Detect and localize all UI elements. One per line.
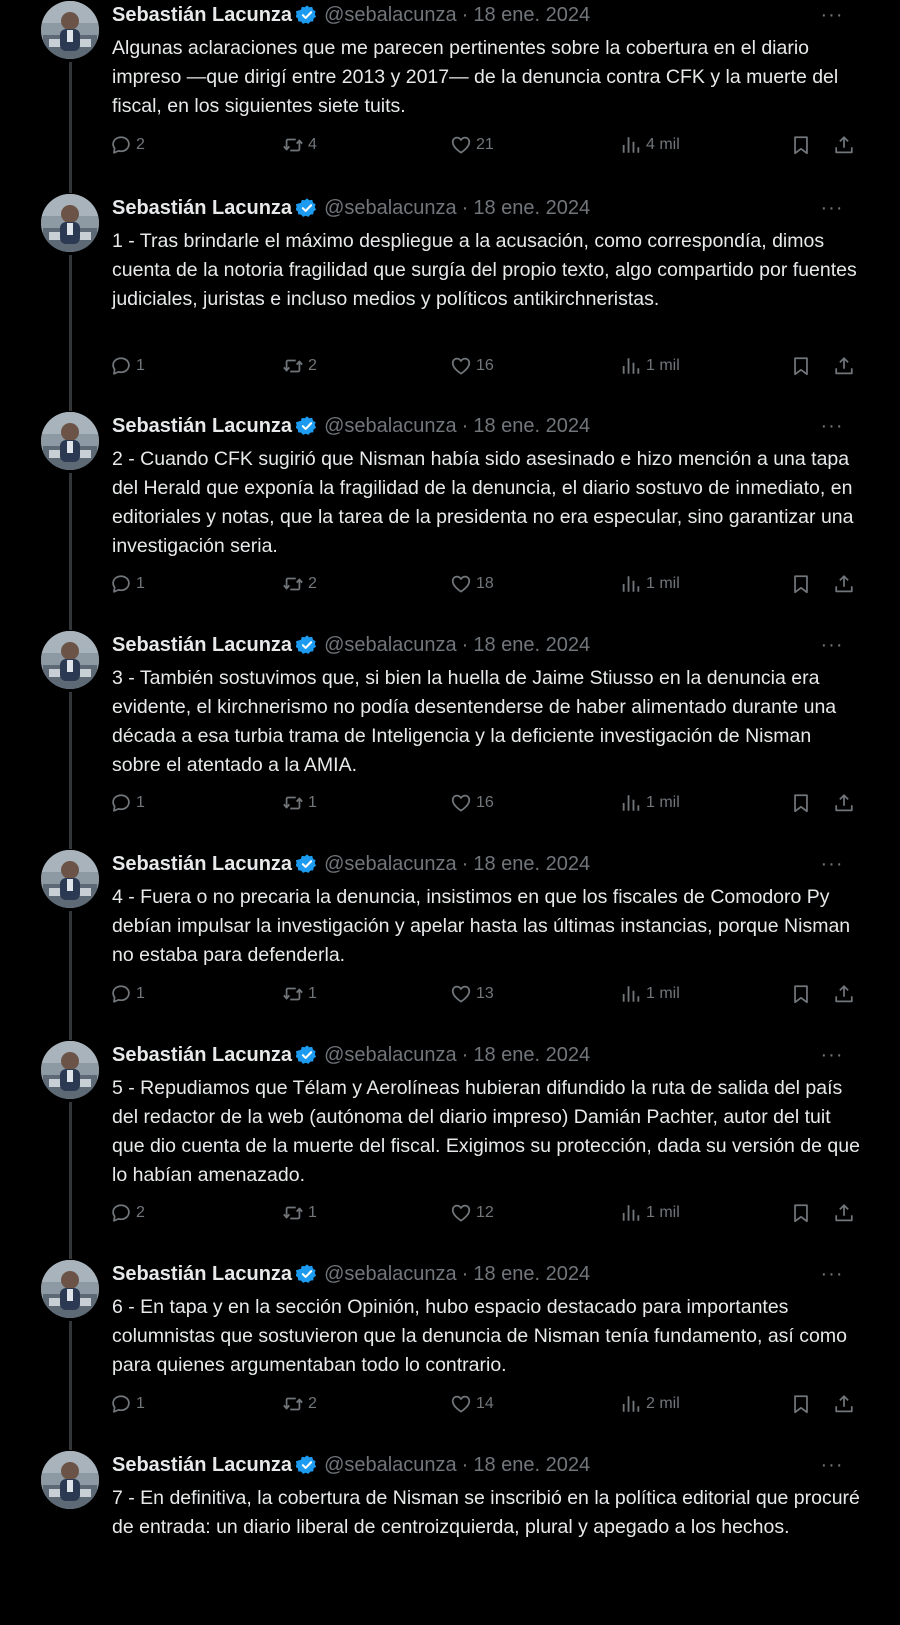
tweet-actions <box>110 977 860 1011</box>
like-count: 18 <box>476 575 494 592</box>
tweet-header <box>112 630 872 660</box>
more-icon[interactable]: ··· <box>820 3 844 26</box>
like-count: 16 <box>476 794 494 811</box>
views-count: 2 mil <box>646 1395 680 1412</box>
share-button[interactable] <box>833 1196 855 1230</box>
author-handle[interactable]: @sebalacunza <box>324 1453 457 1476</box>
tweet-text: 5 - Repudiamos que Télam y Aerolíneas hubieran difundido la ruta de salida del país del redactor de la web (autónoma del diario impreso) Damián Pachter, autor del tuit que dio cuenta de la muerte del fiscal. Exigimos su protección, dada su versión de que lo habían amenazado. <box>112 1077 860 1186</box>
retweet-count: 2 <box>308 357 317 374</box>
retweet-button[interactable] <box>282 567 317 601</box>
reply-icon <box>110 792 132 814</box>
more-icon[interactable]: ··· <box>820 1453 844 1476</box>
reply-count: 1 <box>136 357 145 374</box>
views-button[interactable] <box>620 977 680 1011</box>
thread-connector-line <box>69 1321 72 1450</box>
reply-count: 1 <box>136 794 145 811</box>
like-button[interactable] <box>450 567 494 601</box>
bookmark-button[interactable] <box>790 1196 812 1230</box>
share-button[interactable] <box>833 567 855 601</box>
verified-badge-icon <box>296 1044 318 1066</box>
verified-badge-icon <box>296 1263 318 1285</box>
reply-count: 1 <box>136 575 145 592</box>
reply-icon <box>110 1393 132 1415</box>
separator-dot: · <box>461 1043 469 1066</box>
bookmark-icon <box>790 983 812 1005</box>
verified-badge-icon <box>296 634 318 656</box>
tweet-actions <box>110 786 860 820</box>
tweet-text: 1 - Tras brindarle el máximo despliegue a la acusación, como correspondía, dimos cuenta de la notoria fragilidad que surgía del propio texto, algo compartido por fuentes judiciales, juristas e incluso medios y políticos antikirchneristas. <box>112 230 857 310</box>
tweet-actions <box>110 128 860 162</box>
like-icon <box>450 134 472 156</box>
reply-icon <box>110 134 132 156</box>
bookmark-icon <box>790 355 812 377</box>
reply-icon <box>110 573 132 595</box>
share-icon <box>833 792 855 814</box>
bookmark-icon <box>790 134 812 156</box>
reply-button[interactable] <box>110 786 145 820</box>
tweet-date[interactable]: 18 ene. 2024 <box>473 1043 591 1066</box>
separator-dot: · <box>461 3 469 26</box>
views-icon <box>620 573 642 595</box>
tweet-text: Algunas aclaraciones que me parecen pertinentes sobre la cobertura en el diario impreso —que dirigí entre 2013 y 2017— de la denuncia contra CFK y la muerte del fiscal, en los siguientes siete tuits. <box>112 37 839 117</box>
retweet-button[interactable] <box>282 128 317 162</box>
bookmark-button[interactable] <box>790 349 812 383</box>
separator-dot: · <box>461 633 469 656</box>
author-handle[interactable]: @sebalacunza <box>324 3 457 26</box>
author-handle[interactable]: @sebalacunza <box>324 1262 457 1285</box>
more-icon[interactable]: ··· <box>820 852 844 875</box>
like-icon <box>450 792 472 814</box>
bookmark-button[interactable] <box>790 1387 812 1421</box>
avatar[interactable] <box>41 194 99 252</box>
separator-dot: · <box>461 196 469 219</box>
tweet-header <box>112 411 872 441</box>
bookmark-icon <box>790 792 812 814</box>
reply-icon <box>110 355 132 377</box>
tweet-actions <box>110 1387 860 1421</box>
views-count: 1 mil <box>646 357 680 374</box>
author-name[interactable]: Sebastián Lacunza <box>112 414 293 437</box>
like-icon <box>450 1202 472 1224</box>
tweet-date[interactable]: 18 ene. 2024 <box>473 1262 591 1285</box>
reply-button[interactable] <box>110 1196 145 1230</box>
views-button[interactable] <box>620 1196 680 1230</box>
views-button[interactable] <box>620 1387 680 1421</box>
tweet-header <box>112 1259 872 1289</box>
retweet-count: 4 <box>308 136 317 153</box>
tweet[interactable] <box>0 0 900 193</box>
tweet-header <box>112 849 872 879</box>
retweet-count: 2 <box>308 575 317 592</box>
avatar[interactable] <box>41 1260 99 1318</box>
views-count: 1 mil <box>646 1204 680 1221</box>
retweet-button[interactable] <box>282 1196 317 1230</box>
bookmark-button[interactable] <box>790 977 812 1011</box>
separator-dot: · <box>461 1453 469 1476</box>
like-count: 13 <box>476 985 494 1002</box>
thread-connector-line <box>69 62 72 193</box>
retweet-icon <box>282 792 304 814</box>
author-handle[interactable]: @sebalacunza <box>324 1043 457 1066</box>
bookmark-button[interactable] <box>790 128 812 162</box>
tweet[interactable] <box>0 1040 900 1259</box>
like-icon <box>450 355 472 377</box>
retweet-icon <box>282 983 304 1005</box>
like-button[interactable] <box>450 1387 494 1421</box>
like-button[interactable] <box>450 349 494 383</box>
tweet-text: 4 - Fuera o no precaria la denuncia, insistimos en que los fiscales de Comodoro Py debían impulsar la investigación y apelar hasta las últimas instancias, porque Nisman no estaba para defenderla. <box>112 886 851 966</box>
retweet-button[interactable] <box>282 1387 317 1421</box>
share-icon <box>833 355 855 377</box>
share-button[interactable] <box>833 977 855 1011</box>
tweet[interactable] <box>0 1450 900 1625</box>
more-icon[interactable]: ··· <box>820 196 844 219</box>
reply-icon <box>110 1202 132 1224</box>
author-handle[interactable]: @sebalacunza <box>324 852 457 875</box>
tweet-actions <box>110 349 860 383</box>
retweet-button[interactable] <box>282 349 317 383</box>
retweet-count: 2 <box>308 1395 317 1412</box>
bookmark-icon <box>790 1202 812 1224</box>
like-count: 14 <box>476 1395 494 1412</box>
more-icon[interactable]: ··· <box>820 1043 844 1066</box>
verified-badge-icon <box>296 4 318 26</box>
retweet-button[interactable] <box>282 977 317 1011</box>
like-icon <box>450 1393 472 1415</box>
tweet-text: 3 - También sostuvimos que, si bien la huella de Jaime Stiusso en la denuncia era evidente, el kirchnerismo no podía desentenderse de haber alimentado durante una década a esa turbia trama de Inteligencia y la deficiente investigación de Nisman sobre el atentado a la AMIA. <box>112 667 837 776</box>
views-button[interactable] <box>620 786 680 820</box>
views-icon <box>620 792 642 814</box>
retweet-count: 1 <box>308 1204 317 1221</box>
like-button[interactable] <box>450 786 494 820</box>
views-button[interactable] <box>620 128 680 162</box>
more-icon[interactable]: ··· <box>820 414 844 437</box>
separator-dot: · <box>461 852 469 875</box>
reply-button[interactable] <box>110 977 145 1011</box>
separator-dot: · <box>461 1262 469 1285</box>
author-handle[interactable]: @sebalacunza <box>324 196 457 219</box>
tweet-date[interactable]: 18 ene. 2024 <box>473 633 591 656</box>
avatar[interactable] <box>41 1 99 59</box>
share-icon <box>833 1202 855 1224</box>
views-icon <box>620 1393 642 1415</box>
author-handle[interactable]: @sebalacunza <box>324 633 457 656</box>
reply-button[interactable] <box>110 349 145 383</box>
reply-button[interactable] <box>110 128 145 162</box>
reply-button[interactable] <box>110 1387 145 1421</box>
views-button[interactable] <box>620 567 680 601</box>
thread-connector-line <box>69 473 72 630</box>
tweet-date[interactable]: 18 ene. 2024 <box>473 1453 591 1476</box>
share-icon <box>833 134 855 156</box>
bookmark-icon <box>790 1393 812 1415</box>
views-count: 4 mil <box>646 136 680 153</box>
retweet-count: 1 <box>308 985 317 1002</box>
tweet-header <box>112 1450 872 1480</box>
author-name[interactable]: Sebastián Lacunza <box>112 1453 293 1476</box>
tweet-text: 7 - En definitiva, la cobertura de Nisman se inscribió en la política editorial que procuré de entrada: un diario liberal de centroizquierda, plural y apegado a los hechos. <box>112 1487 860 1538</box>
author-name[interactable]: Sebastián Lacunza <box>112 852 293 875</box>
tweet[interactable] <box>0 849 900 1040</box>
retweet-icon <box>282 134 304 156</box>
avatar[interactable] <box>41 850 99 908</box>
tweet-header <box>112 1040 872 1070</box>
retweet-icon <box>282 1393 304 1415</box>
avatar[interactable] <box>41 631 99 689</box>
retweet-button[interactable] <box>282 786 317 820</box>
views-icon <box>620 1202 642 1224</box>
reply-count: 1 <box>136 985 145 1002</box>
views-icon <box>620 983 642 1005</box>
thread-connector-line <box>69 1102 72 1259</box>
share-icon <box>833 1393 855 1415</box>
more-icon[interactable]: ··· <box>820 1262 844 1285</box>
reply-count: 2 <box>136 1204 145 1221</box>
avatar[interactable] <box>41 1451 99 1509</box>
retweet-icon <box>282 573 304 595</box>
tweet-actions <box>110 1196 860 1230</box>
share-button[interactable] <box>833 128 855 162</box>
views-icon <box>620 134 642 156</box>
reply-count: 2 <box>136 136 145 153</box>
like-count: 12 <box>476 1204 494 1221</box>
reply-icon <box>110 983 132 1005</box>
avatar[interactable] <box>41 412 99 470</box>
share-button[interactable] <box>833 1387 855 1421</box>
author-name[interactable]: Sebastián Lacunza <box>112 196 293 219</box>
tweet-date[interactable]: 18 ene. 2024 <box>473 414 591 437</box>
views-count: 1 mil <box>646 794 680 811</box>
author-name[interactable]: Sebastián Lacunza <box>112 1043 293 1066</box>
author-handle[interactable]: @sebalacunza <box>324 414 457 437</box>
share-button[interactable] <box>833 349 855 383</box>
tweet-header <box>112 193 872 223</box>
views-icon <box>620 355 642 377</box>
share-button[interactable] <box>833 786 855 820</box>
author-name[interactable]: Sebastián Lacunza <box>112 3 293 26</box>
tweet-date[interactable]: 18 ene. 2024 <box>473 852 591 875</box>
like-icon <box>450 983 472 1005</box>
share-icon <box>833 983 855 1005</box>
verified-badge-icon <box>296 1454 318 1476</box>
retweet-icon <box>282 1202 304 1224</box>
separator-dot: · <box>461 414 469 437</box>
more-icon[interactable]: ··· <box>820 633 844 656</box>
thread-connector-line <box>69 255 72 411</box>
avatar[interactable] <box>41 1041 99 1099</box>
thread-connector-line <box>69 692 72 849</box>
tweet-header <box>112 0 872 30</box>
bookmark-button[interactable] <box>790 567 812 601</box>
like-button[interactable] <box>450 1196 494 1230</box>
author-name[interactable]: Sebastián Lacunza <box>112 1262 293 1285</box>
tweet-date[interactable]: 18 ene. 2024 <box>473 196 591 219</box>
tweet[interactable] <box>0 193 900 411</box>
like-button[interactable] <box>450 128 494 162</box>
reply-button[interactable] <box>110 567 145 601</box>
thread-connector-line <box>69 911 72 1040</box>
retweet-count: 1 <box>308 794 317 811</box>
verified-badge-icon <box>296 415 318 437</box>
like-count: 16 <box>476 357 494 374</box>
verified-badge-icon <box>296 197 318 219</box>
like-icon <box>450 573 472 595</box>
share-icon <box>833 573 855 595</box>
tweet[interactable] <box>0 1259 900 1450</box>
verified-badge-icon <box>296 853 318 875</box>
views-count: 1 mil <box>646 575 680 592</box>
reply-count: 1 <box>136 1395 145 1412</box>
like-button[interactable] <box>450 977 494 1011</box>
views-count: 1 mil <box>646 985 680 1002</box>
tweet[interactable] <box>0 411 900 630</box>
bookmark-icon <box>790 573 812 595</box>
retweet-icon <box>282 355 304 377</box>
tweet-date[interactable]: 18 ene. 2024 <box>473 3 591 26</box>
bookmark-button[interactable] <box>790 786 812 820</box>
tweet-text: 6 - En tapa y en la sección Opinión, hubo espacio destacado para importantes columnistas que sostuvieron que la denuncia de Nisman tenía fundamento, así como para quienes argumentaban todo lo contrario. <box>112 1296 847 1376</box>
tweet-text: 2 - Cuando CFK sugirió que Nisman había sido asesinado e hizo mención a una tapa del Herald que exponía la fragilidad de la denuncia, el diario sostuvo de inmediato, en editoriales y notas, que la tarea de la presidenta no era especular, sino garantizar una investigación seria. <box>112 448 854 557</box>
tweet-actions <box>110 567 860 601</box>
tweet[interactable] <box>0 630 900 849</box>
author-name[interactable]: Sebastián Lacunza <box>112 633 293 656</box>
like-count: 21 <box>476 136 494 153</box>
views-button[interactable] <box>620 349 680 383</box>
